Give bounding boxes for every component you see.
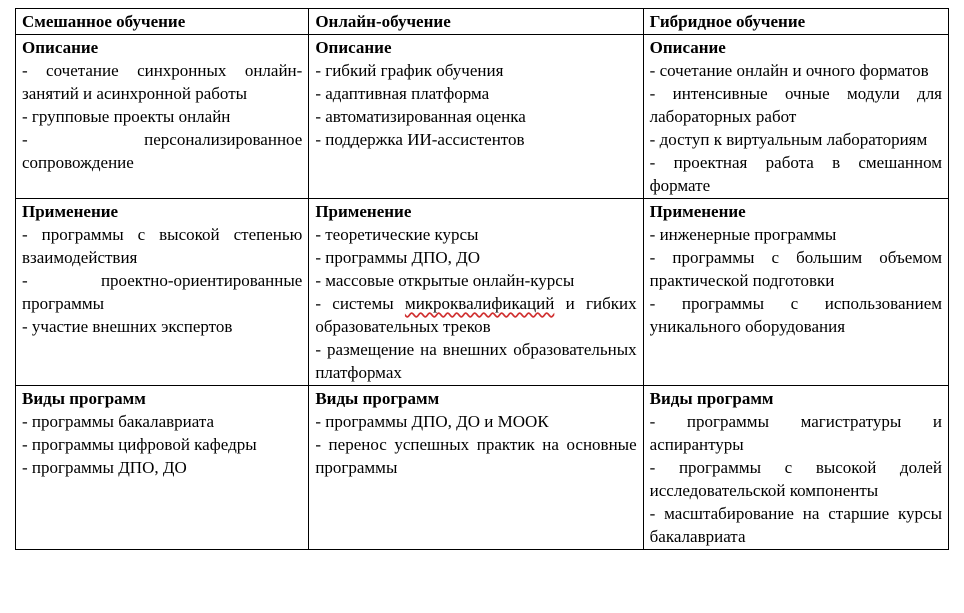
spellcheck-underline: микроквалификаций xyxy=(404,294,555,313)
hybrid-application-cell xyxy=(643,199,948,386)
hybrid-description-cell xyxy=(643,35,948,199)
table-row xyxy=(16,199,949,386)
cell-title: Описание xyxy=(649,38,726,57)
hybrid-programs-cell xyxy=(643,386,948,550)
list-item: - доступ к виртуальным лабораториям xyxy=(649,130,928,149)
cell-title: Применение xyxy=(22,202,119,221)
list-item: - инженерные программы xyxy=(649,225,837,244)
list-item: - размещение на внешних образовательных платформах xyxy=(315,340,637,382)
cell-title: Виды программ xyxy=(22,389,146,408)
list-item: - проектная работа в смешанном формате xyxy=(649,153,942,195)
comparison-table xyxy=(15,8,949,550)
header-row xyxy=(16,9,949,35)
list-item: - массовые открытые онлайн-курсы xyxy=(315,271,575,290)
list-item: - групповые проекты онлайн xyxy=(22,107,231,126)
cell-title: Виды программ xyxy=(315,389,440,408)
list-item: - сочетание онлайн и очного форматов xyxy=(649,61,929,80)
list-item: - программы с большим объемом практической подготовки xyxy=(649,248,942,290)
blended-programs-cell xyxy=(16,386,309,550)
online-description-cell xyxy=(309,35,643,199)
list-item: - программы ДПО, ДО xyxy=(315,248,481,267)
list-item: - программы бакалавриата xyxy=(22,412,215,431)
online-application-cell xyxy=(309,199,643,386)
list-item: - программы с высокой долей исследовательской компоненты xyxy=(649,458,942,500)
list-item: - интенсивные очные модули для лабораторных работ xyxy=(649,84,942,126)
list-item: - программы цифровой кафедры xyxy=(22,435,257,454)
table-row xyxy=(16,35,949,199)
list-item: - поддержка ИИ-ассистентов xyxy=(315,130,525,149)
list-item: - системы микроквалификаций и гибких образовательных треков xyxy=(315,294,637,336)
cell-title: Описание xyxy=(315,38,392,57)
list-item: - персонализированное сопровождение xyxy=(22,130,303,172)
cell-title: Описание xyxy=(22,38,99,57)
list-item: - теоретические курсы xyxy=(315,225,479,244)
cell-title: Виды программ xyxy=(649,389,774,408)
list-item: - проектно-ориентированные программы xyxy=(22,271,303,313)
list-item: - программы ДПО, ДО xyxy=(22,458,187,477)
table-row xyxy=(16,386,949,550)
list-item: - автоматизированная оценка xyxy=(315,107,526,126)
list-item: - перенос успешных практик на основные программы xyxy=(315,435,637,477)
cell-title: Применение xyxy=(315,202,412,221)
cell-title: Применение xyxy=(649,202,746,221)
header-online: Онлайн-обучение xyxy=(309,9,643,35)
list-item: - программы с высокой степенью взаимодействия xyxy=(22,225,303,267)
list-item: - участие внешних экспертов xyxy=(22,317,233,336)
blended-application-cell xyxy=(16,199,309,386)
blended-description-cell xyxy=(16,35,309,199)
list-item: - адаптивная платформа xyxy=(315,84,490,103)
online-programs-cell xyxy=(309,386,643,550)
list-item: - сочетание синхронных онлайн-занятий и асинхронной работы xyxy=(22,61,303,103)
list-item: - гибкий график обучения xyxy=(315,61,504,80)
list-item: - масштабирование на старшие курсы бакалавриата xyxy=(649,504,942,546)
header-hybrid: Гибридное обучение xyxy=(643,9,948,35)
list-item: - программы магистратуры и аспирантуры xyxy=(649,412,942,454)
header-blended: Смешанное обучение xyxy=(16,9,309,35)
list-item: - программы с использованием уникального оборудования xyxy=(649,294,942,336)
list-item: - программы ДПО, ДО и МООК xyxy=(315,412,549,431)
